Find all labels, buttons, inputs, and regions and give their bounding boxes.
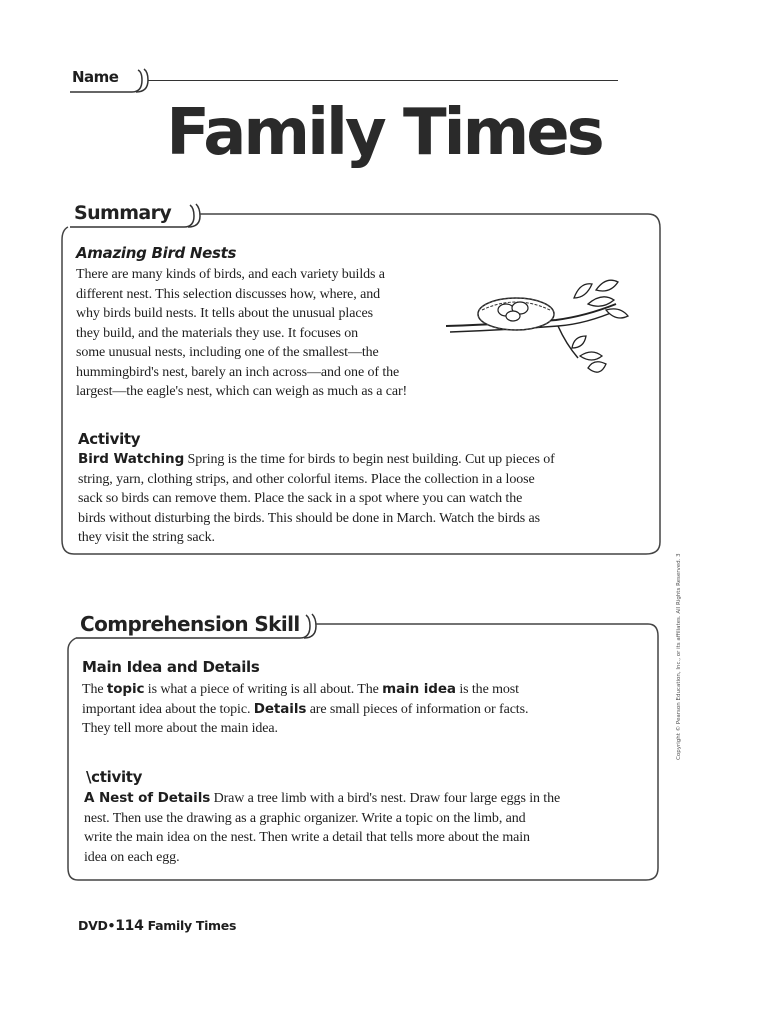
activity-line: Draw a tree limb with a bird's nest. Draw four large eggs in the [213, 791, 561, 806]
summary-line: different nest. This selection discusses how, where, and [76, 286, 381, 302]
activity-line: idea on each egg. [84, 849, 180, 865]
comprehension-heading: Main Idea and Details [82, 658, 260, 676]
name-input-line[interactable] [148, 80, 618, 81]
activity-line: sack so birds can remove them. Place the sack in a spot where you can watch the [78, 491, 523, 506]
activity-line: they visit the string sack. [78, 530, 215, 545]
summary-tab-label: Summary [74, 202, 172, 224]
topic-term: topic [106, 681, 145, 697]
comprehension-line-1: The topic is what a piece of writing is all about. The main idea is the most [82, 681, 519, 697]
summary-line: hummingbird's nest, barely an inch across—and one of the [76, 364, 400, 380]
comprehension-line-2: important idea about the topic. Details are small pieces of information or facts. [82, 700, 529, 717]
comprehension-activity-heading: \ctivity [86, 768, 143, 786]
summary-line: There are many kinds of birds, and each variety builds a [76, 267, 385, 282]
summary-activity-heading: Activity [78, 430, 141, 448]
summary-activity-body [78, 450, 658, 548]
footer-page-number: 114 [115, 918, 144, 934]
page-footer [78, 918, 236, 934]
activity-line: write the main idea on the nest. Then write a detail that tells more about the main [84, 830, 530, 845]
summary-body [76, 265, 476, 402]
nest-of-details-title: A Nest of Details [84, 790, 211, 806]
comprehension-tab-label: Comprehension Skill [80, 612, 300, 636]
bird-nest-illustration [446, 274, 636, 386]
details-term: Details [253, 700, 307, 717]
summary-heading: Amazing Bird Nests [76, 244, 237, 262]
summary-line: they build, and the materials they use. It focuses on [76, 325, 359, 341]
summary-line: some unusual nests, including one of the smallest—the [76, 345, 379, 360]
activity-line: birds without disturbing the birds. This should be done in March. Watch the birds as [78, 510, 541, 526]
activity-line: Spring is the time for birds to begin nest building. Cut up pieces of [187, 452, 555, 467]
comprehension-line-3: They tell more about the main idea. [82, 721, 278, 736]
copyright-notice: Copyright © Pearson Education, Inc., or its affiliates. All Rights Reserved. 3 [676, 553, 682, 760]
page-title: Family Times [166, 96, 602, 170]
summary-line: largest—the eagle's nest, which can weigh as much as a car! [76, 384, 408, 399]
main-idea-term: main idea [382, 681, 456, 697]
footer-label: Family Times [147, 918, 237, 933]
footer-code: DVD• [78, 918, 116, 933]
name-label: Name [72, 68, 119, 86]
comprehension-activity-body [84, 789, 654, 867]
comprehension-body [82, 680, 652, 739]
bird-watching-title: Bird Watching [78, 451, 185, 467]
activity-line: string, yarn, clothing strips, and other colorful items. Place the collection in a loose [78, 471, 535, 487]
activity-line: nest. Then use the drawing as a graphic organizer. Write a topic on the limb, and [84, 810, 526, 826]
summary-line: why birds build nests. It tells about the unusual places [76, 306, 373, 321]
